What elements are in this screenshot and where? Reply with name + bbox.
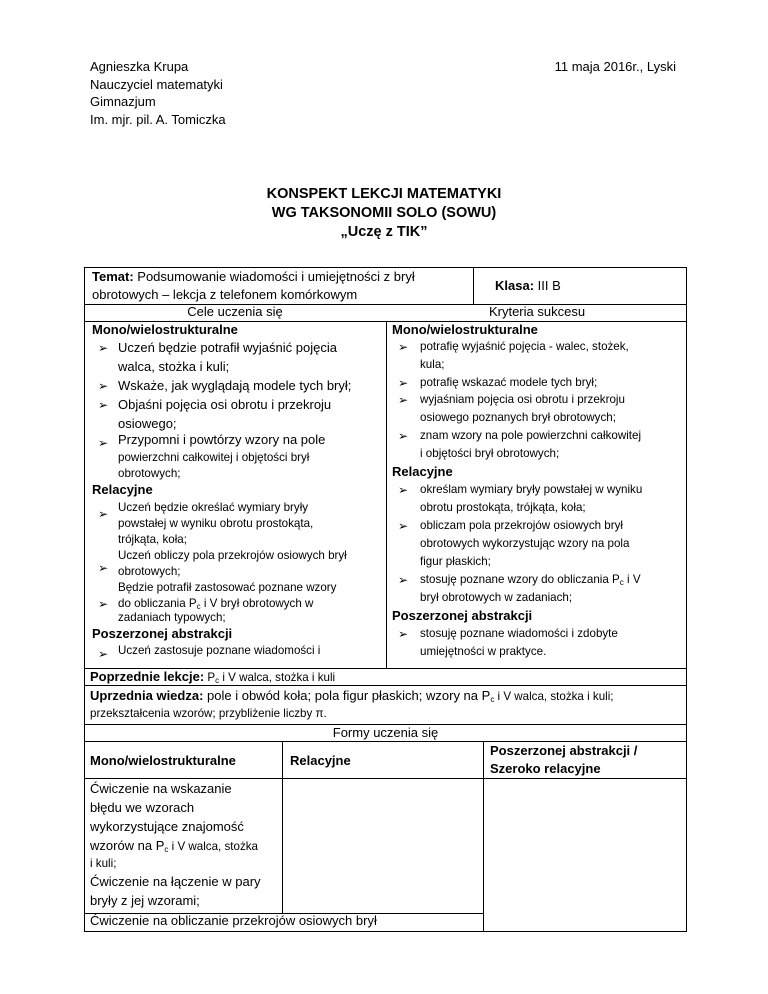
goal-rel-2a: Uczeń obliczy pola przekrojów osiowych brył bbox=[118, 549, 347, 562]
arrow-bullet-icon: ➢ bbox=[398, 393, 409, 407]
crit-mono-4a: znam wzory na pole powierzchni całkowitej bbox=[420, 429, 642, 442]
crit-mono-1b: kula; bbox=[420, 358, 445, 371]
crit-mono-3a: wyjaśniam pojęcia osi obrotu i przekroju bbox=[420, 393, 625, 406]
exercise-2b: bryły z jej wzorami; bbox=[90, 893, 200, 908]
exercise-1c: wykorzystujące znajomość bbox=[90, 819, 244, 834]
criteria-ext-heading: Poszerzonej abstrakcji bbox=[392, 608, 533, 623]
forms-col-ext-2: Szeroko relacyjne bbox=[490, 761, 601, 776]
crit-ext-1b: umiejętności w praktyce. bbox=[420, 645, 547, 658]
goal-mono-1a: Uczeń będzie potrafił wyjaśnić pojęcia bbox=[118, 340, 337, 355]
topic-text-2: obrotowych – lekcja z telefonem komórkowym bbox=[92, 287, 358, 302]
arrow-bullet-icon: ➢ bbox=[98, 379, 109, 393]
arrow-bullet-icon: ➢ bbox=[398, 483, 409, 497]
criteria-mono-heading: Mono/wielostrukturalne bbox=[392, 322, 538, 337]
exercise-1d: wzorów na $P_c$ i V walca, stożka bbox=[90, 838, 258, 854]
goal-mono-1b: walca, stożka i kuli; bbox=[118, 359, 230, 374]
author-school: Gimnazjum bbox=[90, 94, 156, 109]
author-block bbox=[90, 58, 226, 128]
goals-header: Cele uczenia się bbox=[187, 304, 283, 319]
goal-rel-1a: Uczeń będzie określać wymiary bryły bbox=[118, 501, 309, 514]
crit-rel-2a: obliczam pola przekrojów osiowych brył bbox=[420, 519, 623, 532]
arrow-bullet-icon: ➢ bbox=[98, 647, 109, 661]
prev-lesson: Poprzednie lekcje: $P_c$ i V walca, stożka i kuli bbox=[90, 669, 336, 685]
forms-col-mono: Mono/wielostrukturalne bbox=[90, 753, 236, 768]
goal-mono-4a: Przypomni i powtórzy wzory na pole bbox=[118, 432, 326, 447]
doc-title-line1: KONSPEKT LEKCJI MATEMATYKI bbox=[266, 186, 502, 202]
goal-rel-3c: zadaniach typowych; bbox=[118, 611, 226, 624]
goal-rel-3a: Będzie potrafił zastosować poznane wzory bbox=[118, 581, 337, 594]
crit-rel-3a: stosuję poznane wzory do obliczania $P_c$ i V bbox=[420, 573, 641, 587]
goal-mono-3a: Objaśni pojęcia osi obrotu i przekroju bbox=[118, 397, 332, 412]
goal-rel-2b: obrotowych; bbox=[118, 565, 181, 578]
goal-rel-1b: powstałej w wyniku obrotu prostokąta, bbox=[118, 517, 314, 530]
goals-rel-heading: Relacyjne bbox=[92, 482, 153, 497]
crit-rel-2b: obrotowych wykorzystując wzory na pola bbox=[420, 537, 630, 550]
prior-knowledge-line2: przekształcenia wzorów; przybliżenie liczby π. bbox=[90, 707, 327, 720]
forms-header: Formy uczenia się bbox=[332, 725, 439, 740]
arrow-bullet-icon: ➢ bbox=[398, 429, 409, 443]
crit-mono-4b: i objętości brył obrotowych; bbox=[420, 447, 560, 460]
topic-text-1: Podsumowanie wiadomości i umiejętności z brył bbox=[137, 269, 415, 284]
goals-mono-heading: Mono/wielostrukturalne bbox=[92, 322, 238, 337]
criteria-header: Kryteria sukcesu bbox=[488, 304, 586, 319]
crit-rel-3b: brył obrotowych w zadaniach; bbox=[420, 591, 573, 604]
exercise-1a: Ćwiczenie na wskazanie bbox=[90, 781, 232, 796]
exercise-3a: Ćwiczenie na obliczanie przekrojów osiowych brył bbox=[90, 913, 377, 928]
exercise-2a: Ćwiczenie na łączenie w pary bbox=[90, 874, 261, 889]
exercise-1b: błędu we wzorach bbox=[90, 800, 195, 815]
goal-mono-4c: obrotowych; bbox=[118, 467, 181, 480]
goal-mono-4b: powierzchni całkowitej i objętości brył bbox=[118, 451, 310, 464]
arrow-bullet-icon: ➢ bbox=[398, 340, 409, 354]
exercise-1e: i kuli; bbox=[90, 857, 117, 870]
arrow-bullet-icon: ➢ bbox=[398, 627, 409, 641]
crit-rel-1a: określam wymiary bryły powstałej w wyniku bbox=[420, 483, 643, 496]
arrow-bullet-icon: ➢ bbox=[398, 573, 409, 587]
prior-knowledge: Uprzednia wiedza: pole i obwód koła; pola figur płaskich; wzory na $P_c$ i V walca, stożka i kuli; bbox=[90, 688, 614, 704]
arrow-bullet-icon: ➢ bbox=[98, 341, 109, 355]
arrow-bullet-icon: ➢ bbox=[98, 597, 109, 611]
author-role: Nauczyciel matematyki bbox=[90, 76, 223, 92]
date-place: 11 maja 2016r., Lyski bbox=[554, 59, 676, 74]
class-value: III B bbox=[537, 278, 561, 293]
goal-mono-2: Wskaże, jak wyglądają modele tych brył; bbox=[118, 378, 352, 393]
topic-label: Temat: bbox=[92, 269, 134, 284]
criteria-rel-heading: Relacyjne bbox=[392, 464, 453, 479]
goal-rel-3b: do obliczania $P_c$ i V brył obrotowych w bbox=[118, 597, 314, 611]
author-patron: Im. mjr. pil. A. Tomiczka bbox=[90, 111, 226, 127]
crit-mono-2: potrafię wskazać modele tych brył; bbox=[420, 376, 598, 389]
crit-rel-2c: figur płaskich; bbox=[420, 555, 491, 568]
crit-mono-3b: osiowego poznanych brył obrotowych; bbox=[420, 411, 616, 424]
arrow-bullet-icon: ➢ bbox=[98, 507, 109, 521]
arrow-bullet-icon: ➢ bbox=[98, 398, 109, 412]
arrow-bullet-icon: ➢ bbox=[398, 519, 409, 533]
forms-col-ext-1: Poszerzonej abstrakcji / bbox=[490, 743, 638, 758]
arrow-bullet-icon: ➢ bbox=[398, 376, 409, 390]
doc-title-line3: „Uczę z TIK” bbox=[340, 224, 428, 240]
class-label: Klasa: bbox=[495, 278, 535, 293]
arrow-bullet-icon: ➢ bbox=[98, 436, 109, 450]
goal-ext-1a: Uczeń zastosuje poznane wiadomości i bbox=[118, 644, 321, 657]
crit-ext-1a: stosuję poznane wiadomości i zdobyte bbox=[420, 627, 618, 640]
doc-title-line2: WG TAKSONOMII SOLO (SOWU) bbox=[271, 205, 497, 221]
crit-rel-1b: obrotu prostokąta, trójkąta, koła; bbox=[420, 501, 586, 514]
author-name: Agnieszka Krupa bbox=[90, 59, 189, 74]
topic bbox=[92, 269, 415, 285]
goal-rel-1c: trójkąta, koła; bbox=[118, 533, 187, 546]
forms-col-rel: Relacyjne bbox=[290, 753, 351, 768]
crit-mono-1a: potrafię wyjaśnić pojęcia - walec, stożek, bbox=[420, 340, 629, 353]
goals-ext-heading-final: Poszerzonej abstrakcji bbox=[92, 626, 233, 641]
class-info bbox=[495, 278, 561, 294]
goal-mono-3b: osiowego; bbox=[118, 416, 177, 431]
arrow-bullet-icon: ➢ bbox=[98, 561, 109, 575]
